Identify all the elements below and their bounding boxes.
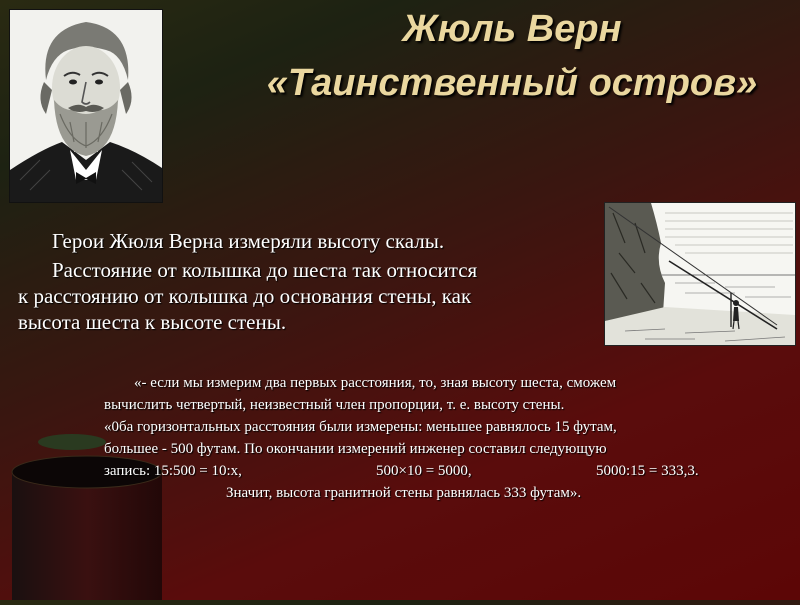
intro-line-1: Герои Жюля Верна измеряли высоту скалы. xyxy=(52,229,445,253)
quote-line-2: вычислить четвертый, неизвестный член пропорции, т. е. высоту стены. xyxy=(104,397,565,413)
quote-line-1: «- если мы измерим два первых расстояния, то, зная высоту шеста, сможем xyxy=(134,375,617,391)
quote-line-4: большее - 500 футам. По окончании измерений инженер составил следующую xyxy=(104,441,607,457)
quote-line-3: «0ба горизонтальных расстояния были измерены: меньшее равнялось 15 футам, xyxy=(104,419,617,435)
intro-line-2: Расстояние от колышка до шеста так относится xyxy=(52,258,478,282)
product-equation: 500×10 = 5000, xyxy=(376,463,472,479)
page-title-book: «Таинственный остров» xyxy=(266,62,758,104)
quote-block xyxy=(104,372,792,504)
cliff-measurement-illustration xyxy=(604,202,796,346)
proportion-equation: запись: 15:500 = 10:х, xyxy=(104,463,242,479)
jules-verne-portrait xyxy=(9,9,163,203)
quote-line-5 xyxy=(104,460,792,482)
quote-line-6: Значит, высота гранитной стены равнялась 333 футам». xyxy=(226,485,582,501)
intro-line-3: к расстоянию от колышка до основания стены, как xyxy=(18,284,472,308)
page-title-author: Жюль Верн xyxy=(402,8,622,50)
intro-line-4: высота шеста к высоте стены. xyxy=(18,310,287,334)
division-equation: 5000:15 = 333,3. xyxy=(596,463,699,479)
